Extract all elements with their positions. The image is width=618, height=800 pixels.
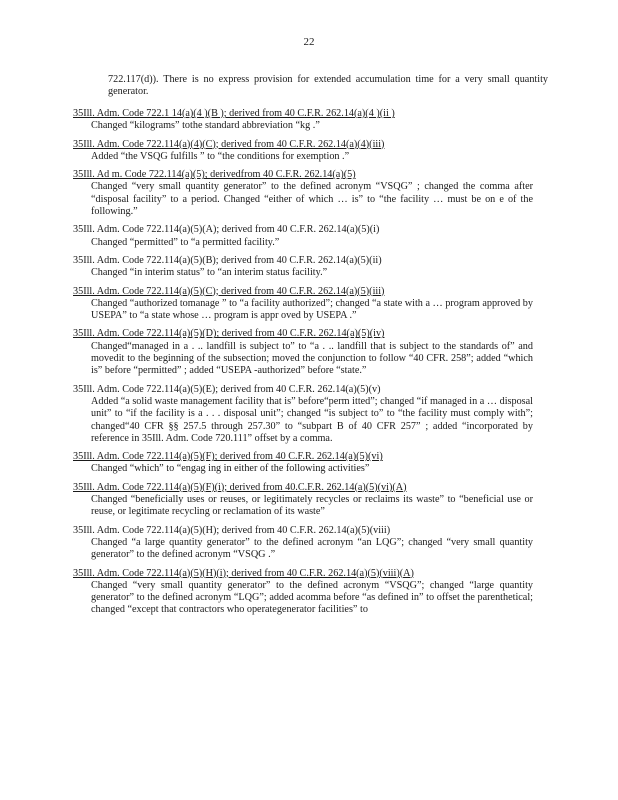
citation-entry (73, 328, 533, 377)
citation-body: Changed “permitted” to “a permitted facility.” (91, 236, 280, 248)
citation-heading: 35Ill. Adm. Code 722.114(a)(5)(A); derived from 40 C.F.R. 262.14(a)(5)(i) (73, 224, 380, 236)
citation-heading: 35Ill. Adm. Code 722.114(a)(5)(F); derived from 40 C.F.R. 262.14(a)(5)(vi) (73, 451, 383, 463)
page-number: 22 (303, 36, 315, 48)
citation-body: Changed “a large quantity generator” to the defined acronym “an LQG”; changed “very small quantity generator” to the defined acronym “VSQG .” (91, 536, 533, 561)
citation-body: Added “the VSQG fulfills ” to “the conditions for exemption .” (91, 150, 350, 162)
citation-heading: 35Ill. Adm. Code 722.114(a)(5)(E); derived from 40 C.F.R. 262.14(a)(5)(v) (73, 383, 381, 395)
citation-body: Changed “beneficially uses or reuses, or legitimately recycles or reclaims its waste” to “beneficial use or reuse, or legitimate recycling or reclamation of its waste” (91, 494, 533, 518)
citation-entry (73, 568, 533, 617)
citation-entry (73, 139, 533, 164)
citation-body: Changed “kilograms” tothe standard abbreviation “kg .” (91, 120, 320, 132)
citation-heading: 35Ill. Adm. Code 722.114(a)(5)(B); derived from 40 C.F.R. 262.14(a)(5)(ii) (73, 254, 382, 266)
citation-entry (73, 108, 533, 133)
citation-entry (73, 224, 533, 249)
citation-heading: 35Ill. Adm. Code 722.1 14(a)(4 )(B ); derived from 40 C.F.R. 262.14(a)(4 )(ii ) (73, 108, 395, 119)
citation-heading: 35Ill. Adm. Code 722.114(a)(5)(H); derived from 40 C.F.R. 262.14(a)(5)(viii) (73, 524, 391, 536)
citation-entry (73, 482, 533, 519)
citation-heading: 35Ill. Ad m. Code 722.114(a)(5); derivedfrom 40 C.F.R. 262.14(a)(5) (73, 169, 356, 181)
citation-heading: 35Ill. Adm. Code 722.114(a)(4)(C); derived from 40 C.F.R. 262.14(a)(4)(iii) (73, 138, 385, 150)
citation-body: Changed“managed in a . .. landfill is subject to” to “a . .. landfill that is subject to the standards of” and movedit to the beginning of the subsection; moved the conjunction to follow “40 CFR. 258”; added “which is” before “permitted” ; added “USEPA -authorized” before “state.” (91, 340, 533, 377)
citation-entry (73, 384, 533, 445)
citation-body: Changed “which” to “engag ing in either of the following activities” (91, 463, 370, 475)
citation-heading: 35Ill. Adm. Code 722.114(a)(5)(C); derived from 40 C.F.R. 262.14(a)(5)(iii) (73, 285, 385, 297)
citation-heading: 35Ill. Adm. Code 722.114(a)(5)(D); derived from 40 C.F.R. 262.14(a)(5)(iv) (73, 328, 385, 340)
citation-entry (73, 169, 533, 218)
citation-body: Changed “authorized tomanage ” to “a facility authorized”; changed “a state with a … program approved by USEPA” to “a state whose … program is appr oved by USEPA .” (91, 297, 533, 322)
citation-entry (73, 255, 533, 280)
citation-body: Added “a solid waste management facility that is” before“perm itted”; changed “if managed in a … disposal unit” to “if the facility is a . . . disposal unit”; changed “is subject to” to “the facility must comply with”; changed“40 CFR §§ 257.5 through 257.30” to “subpart B of 40 CFR 257” ; added “incorporated by reference in 35Ill. Adm. Code 720.111” offset by a comma. (91, 395, 533, 444)
citation-body: Changed “very small quantity generator” to the defined acronym “VSQG” ; changed the comma after “disposal facility” to a period. Changed “either of which … is” to “the facility … must be on e of the following.” (91, 181, 533, 218)
citation-entries (73, 108, 533, 623)
intro-paragraph: 722.117(d)). There is no express provision for extended accumulation time for a very small quantity generator. (108, 74, 548, 98)
citation-entry (73, 286, 533, 323)
citation-body: Changed “very small quantity generator” to the defined acronym “VSQG”; changed “large quantity generator” to the defined acronym “LQG”; added acomma before “as defined in” to offset the parenthetical; changed “except that contractors who operategenerator facilities” to (91, 579, 533, 616)
citation-body: Changed “in interim status” to “an interim status facility.” (91, 267, 328, 279)
citation-entry (73, 451, 533, 476)
citation-entry (73, 525, 533, 562)
citation-heading: 35Ill. Adm. Code 722.114(a)(5)(F)(i); derived from 40.C.F.R. 262.14(a)(5)(vi)(A) (73, 481, 407, 493)
citation-heading: 35Ill. Adm. Code 722.114(a)(5)(H)(i); derived from 40 C.F.R. 262.14(a)(5)(viii)(A) (73, 567, 414, 579)
